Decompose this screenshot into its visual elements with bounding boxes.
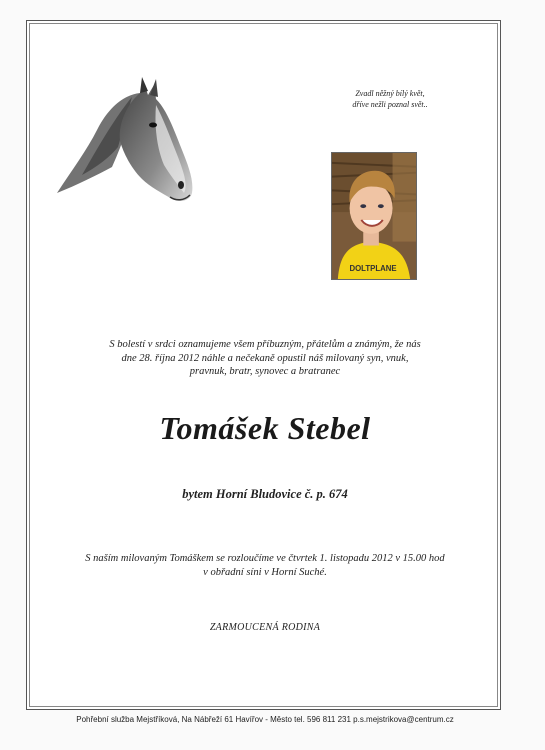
verse-line-1: Zvadl něžný bílý květ, [355, 89, 425, 98]
deceased-address: bytem Horní Bludovice č. p. 674 [182, 487, 348, 501]
horse-head-illustration [52, 75, 197, 205]
farewell-text [40, 552, 490, 579]
farewell-line-1: S naším milovaným Tomáškem se rozloučíme ve čtvrtek 1. listopadu 2012 v 15.00 hod [85, 553, 445, 564]
family-signature: ZARMOUCENÁ RODINA [209, 622, 321, 633]
deceased-name: Tomášek Stebel [159, 410, 371, 446]
announcement-text [60, 338, 470, 379]
farewell-line-2: v obřadní síni v Horní Suché. [203, 566, 327, 578]
verse-line-2: dříve nežli poznal svět.. [352, 100, 428, 109]
announcement-line-2: dne 28. října 2012 náhle a nečekaně opustil náš milovaný syn, vnuk, [121, 352, 409, 364]
funeral-service-footer: Pohřební služba Mejstříková, Na Nábřeží 61 Havířov - Město tel. 596 811 231 p.s.mejstrikova@centrum.cz [76, 715, 454, 724]
shirt-text: DOLTPLANE [349, 264, 397, 274]
portrait-photo [331, 152, 417, 280]
announcement-line-3: pravnuk, bratr, synovec a bratranec [189, 366, 341, 377]
verse [330, 88, 450, 110]
announcement-line-1: S bolestí v srdci oznamujeme všem příbuzným, přátelům a známým, že nás [109, 339, 421, 350]
